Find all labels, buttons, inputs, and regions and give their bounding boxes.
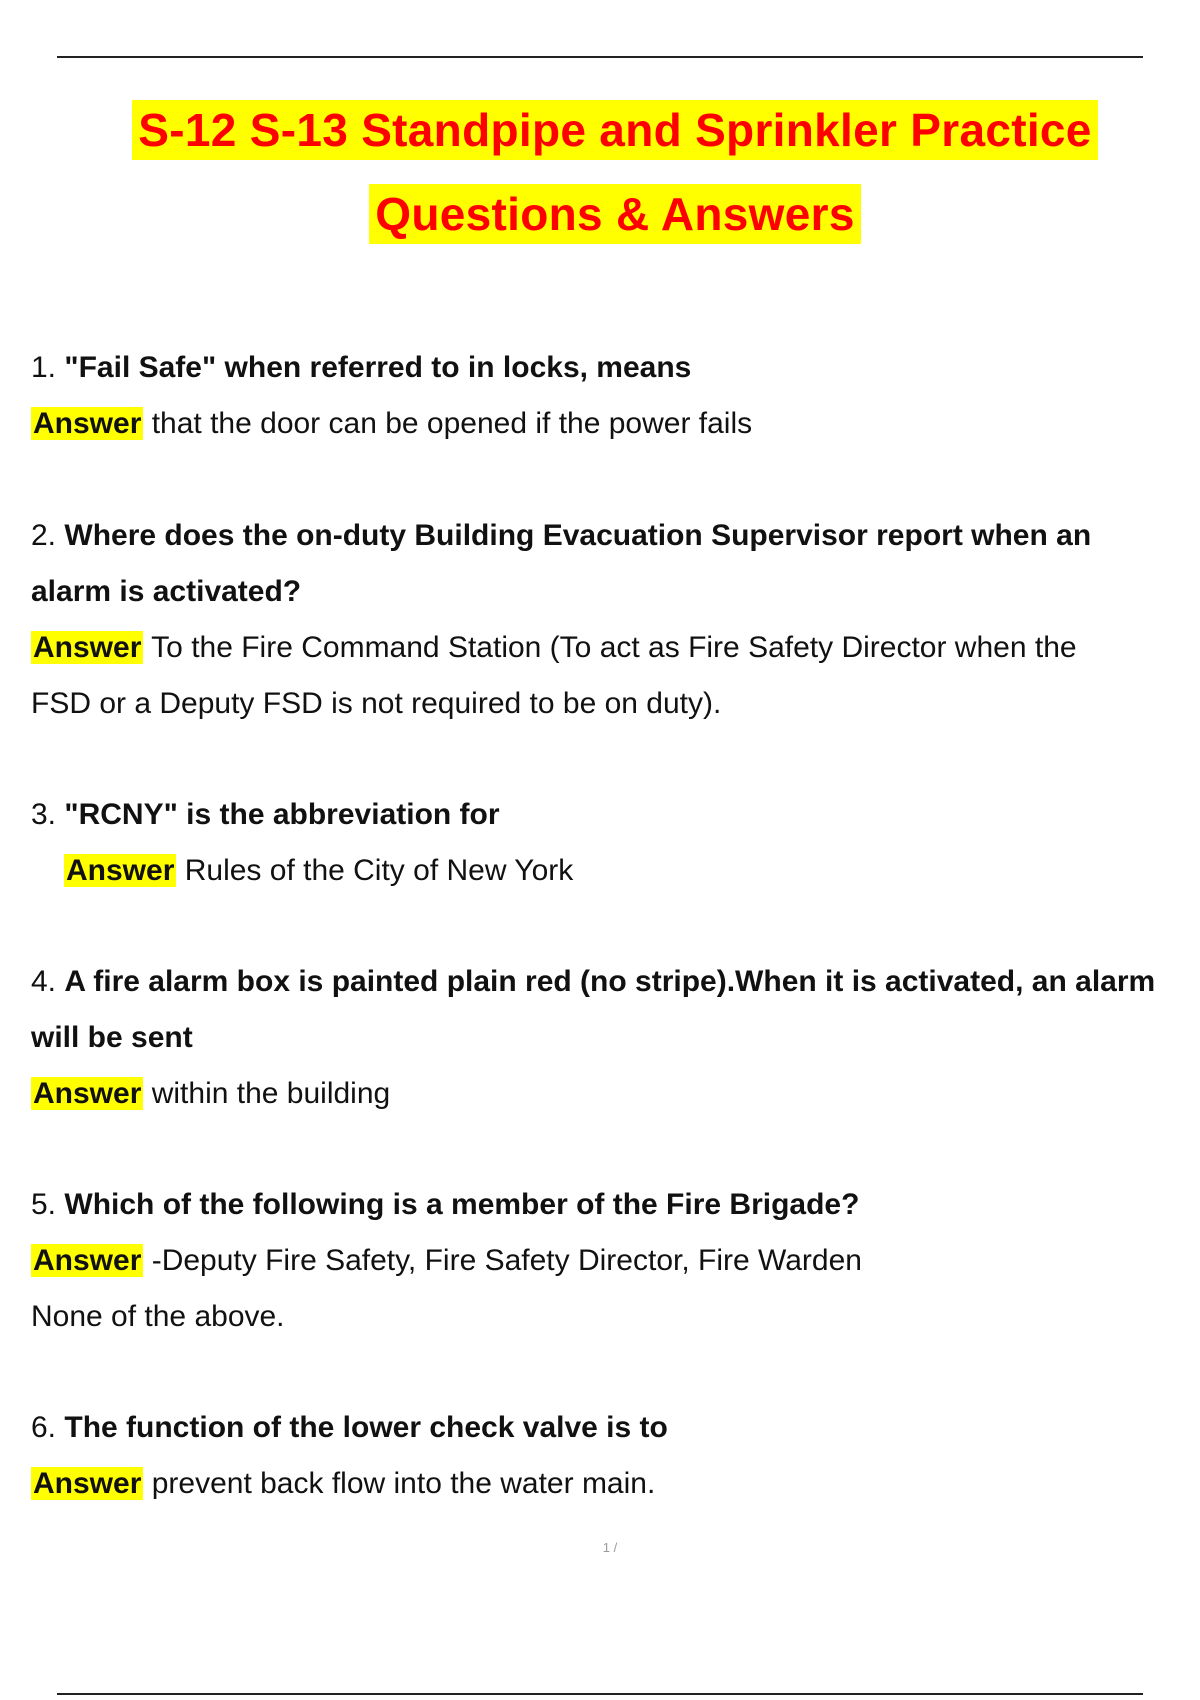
question-3 xyxy=(31,787,1196,843)
answer-label: Answer xyxy=(66,854,175,887)
answer-text: To the Fire Command Station (To act as Fire Safety Director when the xyxy=(151,631,1077,664)
question-number: 2. xyxy=(31,519,57,552)
question-text: A fire alarm box is painted plain red (no stripe).When it is activated, an alarm xyxy=(64,965,1156,998)
page-number: 1 / xyxy=(602,1540,618,1555)
answer-label: Answer xyxy=(33,1077,142,1110)
answer-label: Answer xyxy=(33,1244,142,1277)
question-text: The function of the lower check valve is to xyxy=(64,1411,668,1444)
top-rule xyxy=(57,56,1143,58)
question-1 xyxy=(31,340,1196,396)
question-number: 3. xyxy=(31,798,57,831)
qa-item-6 xyxy=(31,1400,1196,1512)
qa-item-5 xyxy=(31,1177,1196,1345)
question-number: 5. xyxy=(31,1188,57,1221)
question-4 xyxy=(31,954,1196,1010)
answer-1 xyxy=(31,396,1196,452)
question-number: 6. xyxy=(31,1411,57,1444)
qa-item-3 xyxy=(31,787,1196,899)
answer-2-continued: FSD or a Deputy FSD is not required to be on duty). xyxy=(31,687,722,720)
document-title xyxy=(0,100,1200,268)
answer-text: prevent back flow into the water main. xyxy=(151,1467,656,1500)
question-2 xyxy=(31,508,1196,564)
answer-text: within the building xyxy=(151,1077,391,1110)
answer-5 xyxy=(31,1233,1196,1289)
question-number: 1. xyxy=(31,351,57,384)
question-4-continued: will be sent xyxy=(31,1021,193,1054)
title-line-1: S-12 S-13 Standpipe and Sprinkler Practice xyxy=(132,100,1097,160)
answer-2 xyxy=(31,620,1196,676)
answer-text: that the door can be opened if the power fails xyxy=(151,407,753,440)
answer-4 xyxy=(31,1066,1196,1122)
qa-item-2 xyxy=(31,508,1196,732)
bottom-rule xyxy=(57,1693,1143,1695)
answer-text: -Deputy Fire Safety, Fire Safety Director, Fire Warden xyxy=(151,1244,862,1277)
question-text: "Fail Safe" when referred to in locks, means xyxy=(64,351,692,384)
answer-label: Answer xyxy=(33,407,142,440)
question-5 xyxy=(31,1177,1196,1233)
qa-item-4 xyxy=(31,954,1196,1122)
question-2-continued: alarm is activated? xyxy=(31,575,302,608)
answer-label: Answer xyxy=(33,631,142,664)
qa-item-1 xyxy=(31,340,1196,452)
answer-6 xyxy=(31,1456,1196,1512)
question-6 xyxy=(31,1400,1196,1456)
question-text: Where does the on-duty Building Evacuation Supervisor report when an xyxy=(64,519,1092,552)
answer-label: Answer xyxy=(33,1467,142,1500)
question-text: Which of the following is a member of the Fire Brigade? xyxy=(64,1188,860,1221)
answer-text: Rules of the City of New York xyxy=(184,854,574,887)
title-line-2: Questions & Answers xyxy=(369,184,860,244)
question-text: "RCNY" is the abbreviation for xyxy=(64,798,500,831)
answer-5-continued: None of the above. xyxy=(31,1300,285,1333)
question-number: 4. xyxy=(31,965,57,998)
answer-3 xyxy=(31,843,1196,899)
